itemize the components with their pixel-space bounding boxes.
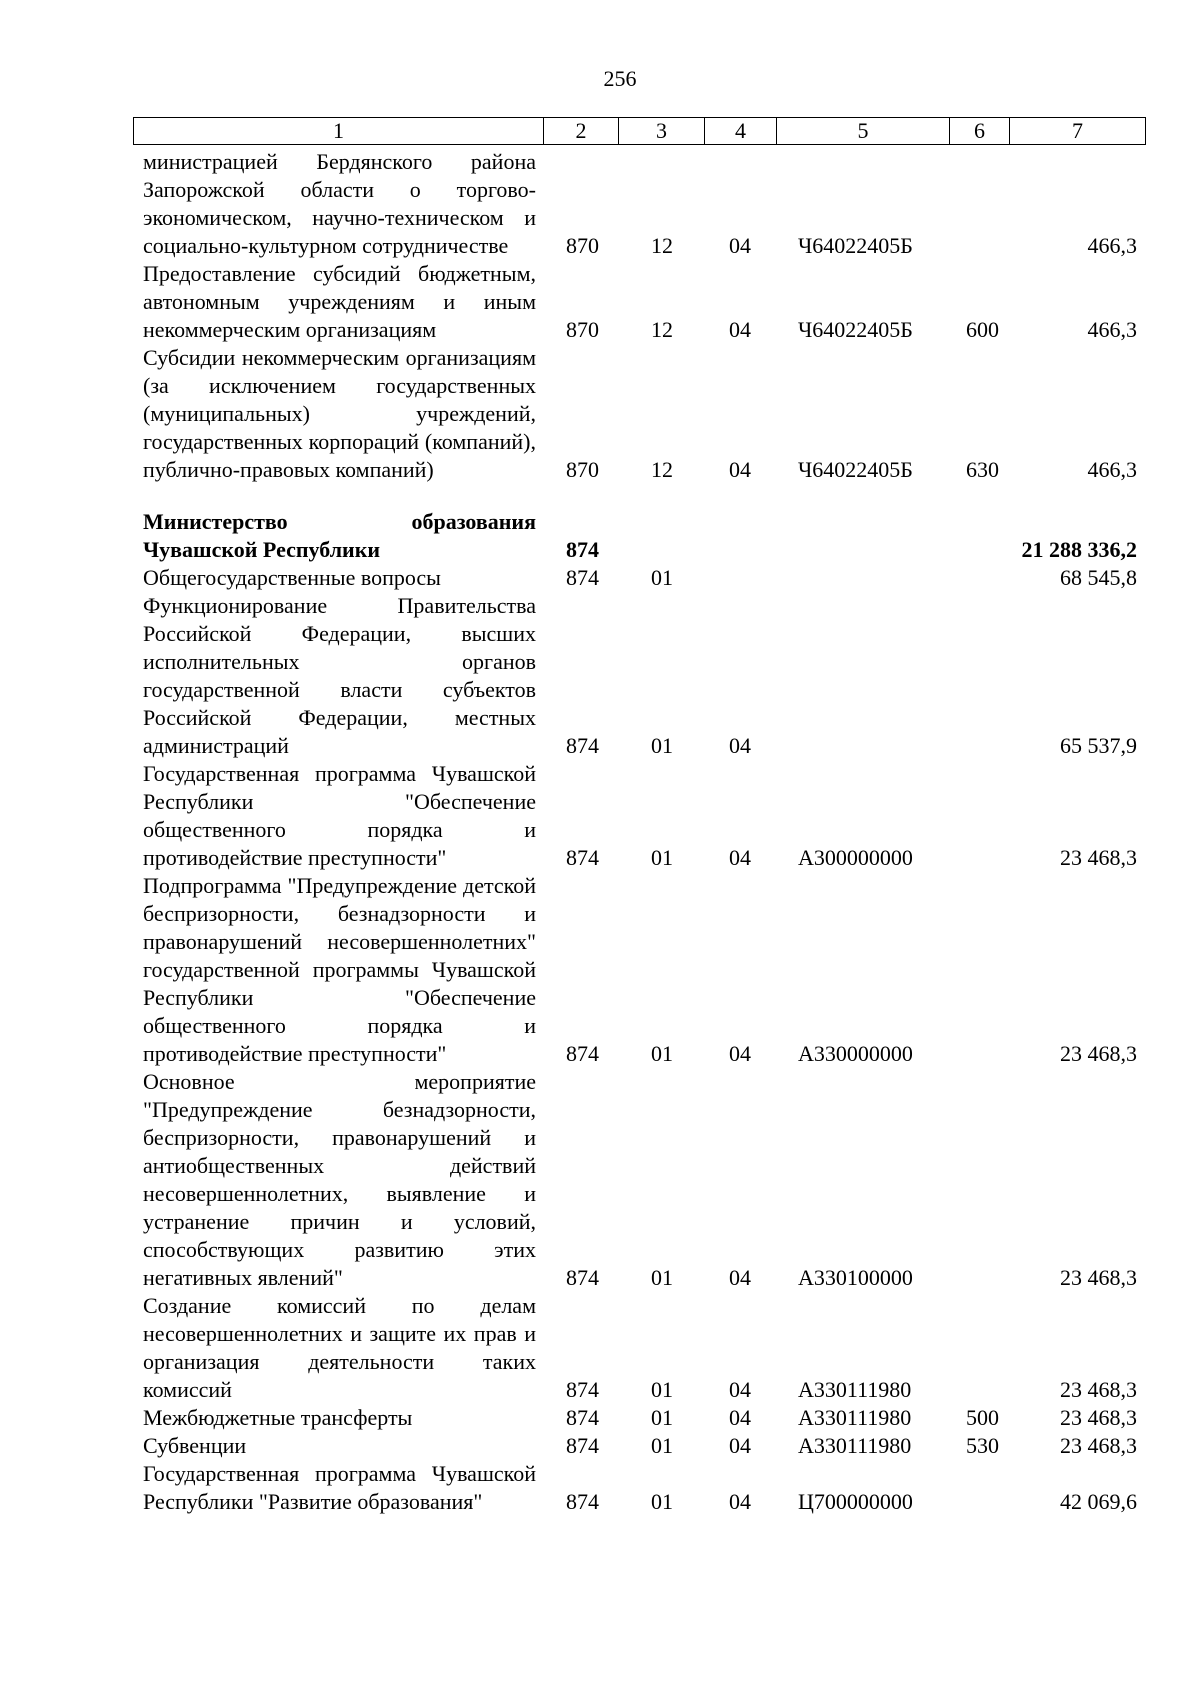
table-row <box>0 1460 1200 1516</box>
row-description: Министерство образования Чувашской Республики <box>143 509 536 562</box>
row-amount: 42 069,6 <box>1060 1489 1137 1514</box>
column-header-1: 1 <box>134 118 544 144</box>
row-subsection: 04 <box>729 457 751 482</box>
row-admin-code: 874 <box>566 537 599 562</box>
table-row <box>0 260 1200 344</box>
row-admin-code: 874 <box>566 1489 599 1514</box>
row-target-article: А330111980 <box>798 1377 912 1402</box>
row-amount: 23 468,3 <box>1060 1265 1137 1290</box>
row-expense-type: 530 <box>966 1433 999 1458</box>
table-row <box>0 592 1200 760</box>
row-subsection: 04 <box>729 845 751 870</box>
row-admin-code: 874 <box>566 845 599 870</box>
row-section: 01 <box>651 1489 673 1514</box>
row-description: Предоставление субсидий бюджетным, автономным учреждениям и иным некоммерческим организациям <box>143 261 536 342</box>
row-description: Субвенции <box>143 1433 247 1458</box>
row-subsection: 04 <box>729 1377 751 1402</box>
row-admin-code: 874 <box>566 1377 599 1402</box>
table-header <box>133 117 1146 145</box>
row-expense-type: 600 <box>966 317 999 342</box>
row-description: Общегосударственные вопросы <box>143 565 441 590</box>
row-expense-type: 500 <box>966 1405 999 1430</box>
column-header-5: 5 <box>777 118 950 144</box>
column-header-2: 2 <box>544 118 619 144</box>
column-header-7: 7 <box>1072 118 1083 143</box>
row-target-article: А330111980 <box>798 1433 912 1458</box>
row-amount: 65 537,9 <box>1060 733 1137 758</box>
table-row <box>0 1404 1200 1432</box>
row-description: министрацией Бердянского района Запорожской области о торгово-экономическом, научно-техническом и социально-культурном сотрудничестве <box>143 149 536 258</box>
row-admin-code: 870 <box>566 457 599 482</box>
row-amount: 466,3 <box>1087 233 1137 258</box>
table-row <box>0 564 1200 592</box>
column-header-6: 6 <box>950 118 1010 144</box>
row-amount: 23 468,3 <box>1060 1405 1137 1430</box>
row-amount: 466,3 <box>1087 317 1137 342</box>
column-header-4: 4 <box>705 118 777 144</box>
row-target-article: А330111980 <box>798 1405 912 1430</box>
row-section: 12 <box>651 233 673 258</box>
row-subsection: 04 <box>729 1405 751 1430</box>
row-section: 01 <box>651 1041 673 1066</box>
row-section: 01 <box>651 1405 673 1430</box>
row-target-article: А300000000 <box>798 845 913 870</box>
row-target-article: Ч64022405Б <box>798 317 913 342</box>
row-admin-code: 874 <box>566 565 599 590</box>
row-section: 01 <box>651 1433 673 1458</box>
row-amount: 21 288 336,2 <box>1021 537 1137 562</box>
row-expense-type: 630 <box>966 457 999 482</box>
row-amount: 23 468,3 <box>1060 845 1137 870</box>
row-target-article: Ц700000000 <box>798 1489 913 1514</box>
row-target-article: Ч64022405Б <box>798 457 913 482</box>
row-subsection: 04 <box>729 1489 751 1514</box>
row-section: 01 <box>651 1265 673 1290</box>
row-description: Межбюджетные трансферты <box>143 1405 413 1430</box>
row-subsection: 04 <box>729 1265 751 1290</box>
row-admin-code: 874 <box>566 733 599 758</box>
row-admin-code: 870 <box>566 233 599 258</box>
table-row-ministry <box>0 508 1200 564</box>
row-admin-code: 874 <box>566 1433 599 1458</box>
row-target-article: Ч64022405Б <box>798 233 913 258</box>
row-section: 01 <box>651 565 673 590</box>
row-description: Государственная программа Чувашской Республики "Обеспечение общественного порядка и противодействие преступности" <box>143 761 536 870</box>
row-amount: 68 545,8 <box>1060 565 1137 590</box>
table-row <box>0 1292 1200 1404</box>
row-subsection: 04 <box>729 233 751 258</box>
row-description: Государственная программа Чувашской Республики "Развитие образования" <box>143 1461 536 1514</box>
row-description: Функционирование Правительства Российской Федерации, высших исполнительных органов государственной власти субъектов Российской Федерации, местных администраций <box>143 593 536 758</box>
row-description: Основное мероприятие "Предупреждение безнадзорности, беспризорности, правонарушений и антиобщественных действий несовершеннолетних, выявление и устранение причин и условий, способствующих развитию этих негативных явлений" <box>143 1069 536 1290</box>
table-row <box>0 148 1200 260</box>
row-subsection: 04 <box>729 317 751 342</box>
page-number: 256 <box>603 66 637 91</box>
row-amount: 23 468,3 <box>1060 1041 1137 1066</box>
row-description: Субсидии некоммерческим организациям (за исключением государственных (муниципальных) учреждений, государственных корпораций (компаний), публично-правовых компаний) <box>143 345 536 482</box>
table-row <box>0 760 1200 872</box>
row-amount: 23 468,3 <box>1060 1433 1137 1458</box>
row-section: 01 <box>651 733 673 758</box>
row-subsection: 04 <box>729 1041 751 1066</box>
row-admin-code: 874 <box>566 1265 599 1290</box>
row-section: 01 <box>651 845 673 870</box>
row-subsection: 04 <box>729 1433 751 1458</box>
row-section: 12 <box>651 317 673 342</box>
row-target-article: А330100000 <box>798 1265 913 1290</box>
row-admin-code: 874 <box>566 1041 599 1066</box>
row-admin-code: 870 <box>566 317 599 342</box>
table-row <box>0 1432 1200 1460</box>
row-section: 12 <box>651 457 673 482</box>
row-target-article: А330000000 <box>798 1041 913 1066</box>
table-row <box>0 872 1200 1068</box>
row-subsection: 04 <box>729 733 751 758</box>
table-row <box>0 1068 1200 1292</box>
column-header-3: 3 <box>619 118 705 144</box>
row-description: Подпрограмма "Предупреждение детской беспризорности, безнадзорности и правонарушений несовершеннолетних" государственной программы Чувашской Республики "Обеспечение общественного порядка и противодействие преступности" <box>143 873 536 1066</box>
row-description: Создание комиссий по делам несовершеннолетних и защите их прав и организация деятельности таких комиссий <box>143 1293 536 1402</box>
row-amount: 23 468,3 <box>1060 1377 1137 1402</box>
table-body <box>0 148 1200 1516</box>
table-row <box>0 344 1200 484</box>
row-amount: 466,3 <box>1087 457 1137 482</box>
row-admin-code: 874 <box>566 1405 599 1430</box>
row-section: 01 <box>651 1377 673 1402</box>
